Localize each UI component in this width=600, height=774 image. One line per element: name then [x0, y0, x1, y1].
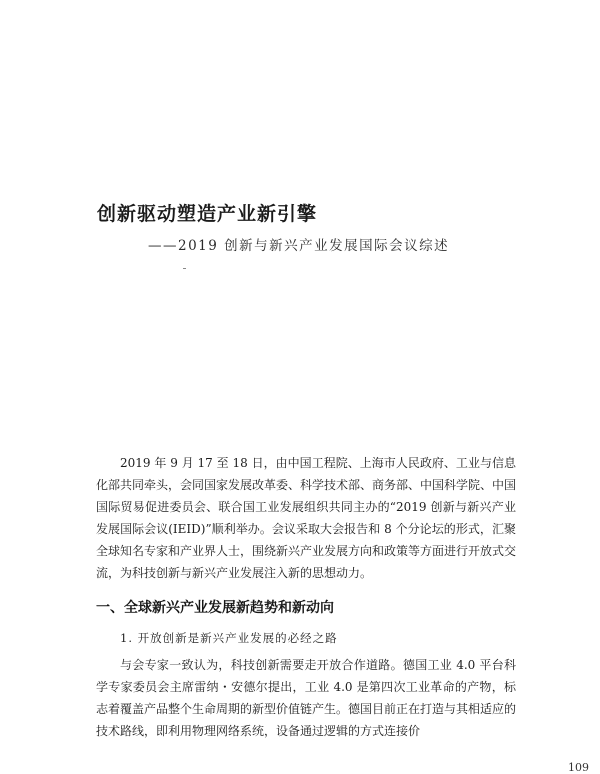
article-title: 创新驱动塑造产业新引擎	[97, 203, 318, 225]
body-paragraph-2: 与会专家一致认为，科技创新需要走开放合作道路。德国工业 4.0 平台科学专家委员会主席雷纳・安德尔提出，工业 4.0 是第四次工业革命的产物，标志着覆盖产品整个生命周期的新型价值链产生。德国目前正在打造与其相适应的技术路线，即利用物理网络系统，设备通过逻辑的方式连接价	[96, 658, 517, 738]
scan-speck	[183, 268, 186, 269]
page-number: 109	[568, 761, 589, 774]
subsection-heading: 1. 开放创新是新兴产业发展的必经之路	[120, 631, 338, 645]
body-paragraph-1: 2019 年 9 月 17 至 18 日，由中国工程院、上海市人民政府、工业与信息化部共同牵头，会同国家发展改革委、科学技术部、商务部、中国科学院、中国国际贸易促进委员会、联合国工业发展组织共同主办的“2019 创新与新兴产业发展国际会议(IEID)”顺利举办。会议采取大会报告和 8 个分论坛的形式，汇聚全球知名专家和产业界人士，围绕新兴产业发展方向和政策等方面进行开放式交流，为科技创新与新兴产业发展注入新的思想动力。	[96, 456, 517, 580]
section-heading: 一、全球新兴产业发展新趋势和新动向	[96, 600, 334, 616]
article-subtitle: ——2019 创新与新兴产业发展国际会议综述	[148, 238, 450, 254]
